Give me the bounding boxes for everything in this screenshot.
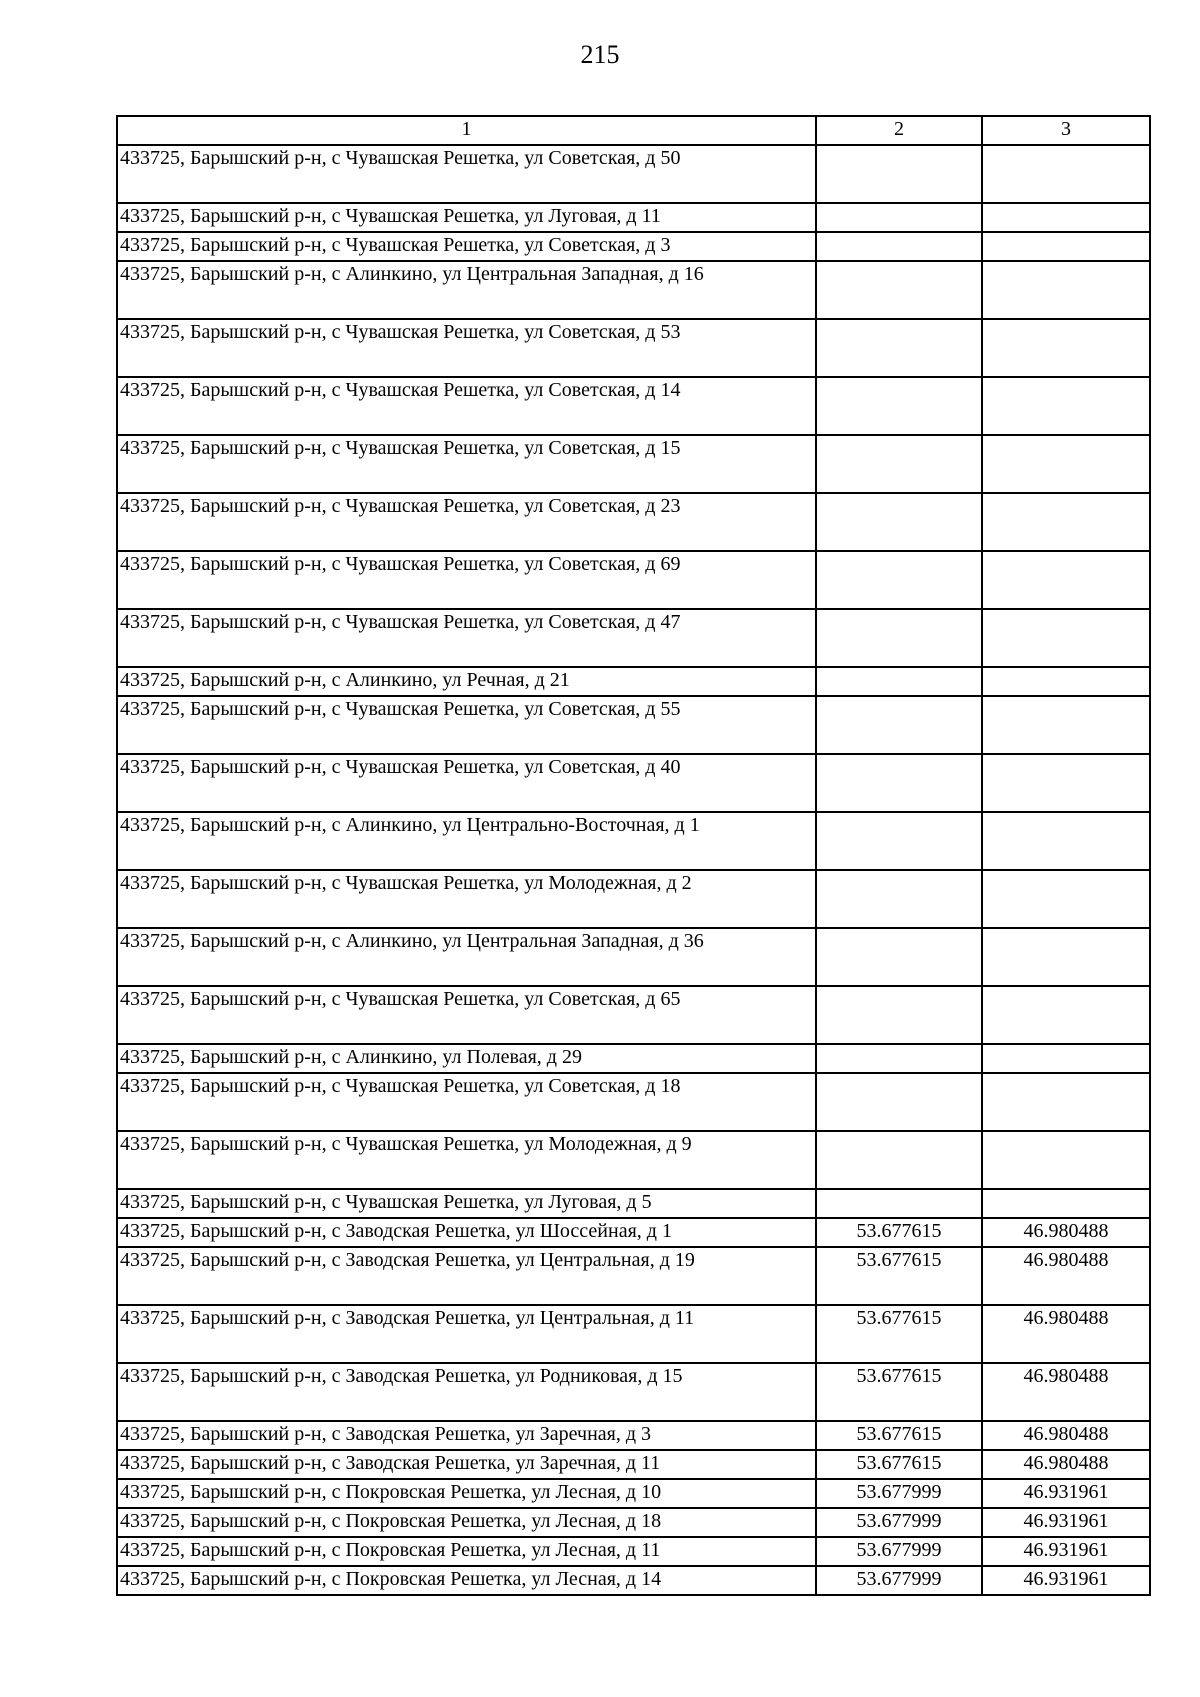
address-cell: 433725, Барышский р-н, с Чувашская Решетка, ул Луговая, д 11	[117, 203, 816, 232]
longitude-cell	[982, 261, 1150, 319]
table-row	[117, 232, 1150, 261]
longitude-cell	[982, 870, 1150, 928]
address-table	[116, 115, 1151, 1596]
table-row	[117, 435, 1150, 493]
latitude-cell: 53.677615	[816, 1421, 982, 1450]
longitude-cell: 46.980488	[982, 1363, 1150, 1421]
latitude-cell	[816, 1073, 982, 1131]
longitude-cell: 46.980488	[982, 1305, 1150, 1363]
table-row	[117, 1305, 1150, 1363]
longitude-cell: 46.931961	[982, 1508, 1150, 1537]
longitude-cell	[982, 203, 1150, 232]
table-row	[117, 261, 1150, 319]
address-cell: 433725, Барышский р-н, с Чувашская Решетка, ул Луговая, д 5	[117, 1189, 816, 1218]
table-row	[117, 377, 1150, 435]
latitude-cell	[816, 319, 982, 377]
latitude-cell: 53.677999	[816, 1479, 982, 1508]
address-cell: 433725, Барышский р-н, с Чувашская Решетка, ул Советская, д 53	[117, 319, 816, 377]
latitude-cell	[816, 667, 982, 696]
address-cell: 433725, Барышский р-н, с Чувашская Решетка, ул Советская, д 23	[117, 493, 816, 551]
table-row	[117, 1537, 1150, 1566]
address-cell: 433725, Барышский р-н, с Чувашская Решетка, ул Советская, д 69	[117, 551, 816, 609]
longitude-cell	[982, 1131, 1150, 1189]
table-row	[117, 1508, 1150, 1537]
address-cell: 433725, Барышский р-н, с Чувашская Решетка, ул Советская, д 15	[117, 435, 816, 493]
address-cell: 433725, Барышский р-н, с Чувашская Решетка, ул Советская, д 3	[117, 232, 816, 261]
table-row	[117, 551, 1150, 609]
longitude-cell: 46.980488	[982, 1421, 1150, 1450]
latitude-cell: 53.677615	[816, 1363, 982, 1421]
table-row	[117, 1450, 1150, 1479]
latitude-cell	[816, 1044, 982, 1073]
latitude-cell	[816, 986, 982, 1044]
address-cell: 433725, Барышский р-н, с Чувашская Решетка, ул Советская, д 14	[117, 377, 816, 435]
address-cell: 433725, Барышский р-н, с Чувашская Решетка, ул Советская, д 18	[117, 1073, 816, 1131]
address-cell: 433725, Барышский р-н, с Чувашская Решетка, ул Советская, д 65	[117, 986, 816, 1044]
longitude-cell	[982, 986, 1150, 1044]
table-row	[117, 667, 1150, 696]
table-row	[117, 145, 1150, 203]
latitude-cell: 53.677999	[816, 1537, 982, 1566]
column-header-1: 1	[117, 116, 816, 145]
latitude-cell	[816, 145, 982, 203]
longitude-cell	[982, 812, 1150, 870]
latitude-cell: 53.677615	[816, 1247, 982, 1305]
longitude-cell	[982, 145, 1150, 203]
column-header-2: 2	[816, 116, 982, 145]
latitude-cell	[816, 435, 982, 493]
longitude-cell: 46.980488	[982, 1218, 1150, 1247]
address-cell: 433725, Барышский р-н, с Алинкино, ул Центральная Западная, д 36	[117, 928, 816, 986]
table-row	[117, 1421, 1150, 1450]
longitude-cell	[982, 1044, 1150, 1073]
longitude-cell	[982, 435, 1150, 493]
longitude-cell	[982, 377, 1150, 435]
latitude-cell	[816, 609, 982, 667]
latitude-cell: 53.677999	[816, 1566, 982, 1595]
table-row	[117, 1189, 1150, 1218]
address-cell: 433725, Барышский р-н, с Алинкино, ул Центральная Западная, д 16	[117, 261, 816, 319]
address-cell: 433725, Барышский р-н, с Заводская Решетка, ул Родниковая, д 15	[117, 1363, 816, 1421]
latitude-cell	[816, 261, 982, 319]
longitude-cell: 46.931961	[982, 1537, 1150, 1566]
table-row	[117, 928, 1150, 986]
latitude-cell: 53.677615	[816, 1218, 982, 1247]
address-cell: 433725, Барышский р-н, с Заводская Решетка, ул Центральная, д 11	[117, 1305, 816, 1363]
longitude-cell	[982, 928, 1150, 986]
address-cell: 433725, Барышский р-н, с Чувашская Решетка, ул Советская, д 40	[117, 754, 816, 812]
table-row	[117, 1247, 1150, 1305]
longitude-cell	[982, 696, 1150, 754]
longitude-cell: 46.980488	[982, 1247, 1150, 1305]
longitude-cell	[982, 232, 1150, 261]
table-header-row	[117, 116, 1150, 145]
longitude-cell	[982, 1189, 1150, 1218]
longitude-cell	[982, 667, 1150, 696]
address-cell: 433725, Барышский р-н, с Чувашская Решетка, ул Советская, д 55	[117, 696, 816, 754]
latitude-cell	[816, 928, 982, 986]
longitude-cell	[982, 609, 1150, 667]
table-row	[117, 493, 1150, 551]
longitude-cell	[982, 754, 1150, 812]
latitude-cell	[816, 812, 982, 870]
address-table-body	[117, 116, 1150, 1595]
table-row	[117, 1566, 1150, 1595]
address-cell: 433725, Барышский р-н, с Покровская Решетка, ул Лесная, д 14	[117, 1566, 816, 1595]
table-row	[117, 1218, 1150, 1247]
latitude-cell	[816, 232, 982, 261]
longitude-cell: 46.980488	[982, 1450, 1150, 1479]
address-cell: 433725, Барышский р-н, с Покровская Решетка, ул Лесная, д 10	[117, 1479, 816, 1508]
table-row	[117, 1479, 1150, 1508]
table-row	[117, 1073, 1150, 1131]
longitude-cell: 46.931961	[982, 1566, 1150, 1595]
address-cell: 433725, Барышский р-н, с Алинкино, ул Речная, д 21	[117, 667, 816, 696]
table-row	[117, 609, 1150, 667]
column-header-3: 3	[982, 116, 1150, 145]
address-cell: 433725, Барышский р-н, с Алинкино, ул Полевая, д 29	[117, 1044, 816, 1073]
address-cell: 433725, Барышский р-н, с Алинкино, ул Центрально-Восточная, д 1	[117, 812, 816, 870]
latitude-cell	[816, 377, 982, 435]
latitude-cell	[816, 551, 982, 609]
table-row	[117, 986, 1150, 1044]
table-row	[117, 319, 1150, 377]
longitude-cell	[982, 493, 1150, 551]
latitude-cell: 53.677999	[816, 1508, 982, 1537]
table-row	[117, 203, 1150, 232]
address-cell: 433725, Барышский р-н, с Покровская Решетка, ул Лесная, д 11	[117, 1537, 816, 1566]
table-row	[117, 696, 1150, 754]
table-row	[117, 1363, 1150, 1421]
longitude-cell: 46.931961	[982, 1479, 1150, 1508]
address-cell: 433725, Барышский р-н, с Покровская Решетка, ул Лесная, д 18	[117, 1508, 816, 1537]
latitude-cell	[816, 203, 982, 232]
latitude-cell	[816, 870, 982, 928]
address-cell: 433725, Барышский р-н, с Заводская Решетка, ул Заречная, д 3	[117, 1421, 816, 1450]
longitude-cell	[982, 1073, 1150, 1131]
address-cell: 433725, Барышский р-н, с Заводская Решетка, ул Центральная, д 19	[117, 1247, 816, 1305]
page-number: 215	[580, 40, 620, 69]
longitude-cell	[982, 319, 1150, 377]
table-row	[117, 754, 1150, 812]
address-cell: 433725, Барышский р-н, с Чувашская Решетка, ул Молодежная, д 2	[117, 870, 816, 928]
address-cell: 433725, Барышский р-н, с Чувашская Решетка, ул Молодежная, д 9	[117, 1131, 816, 1189]
latitude-cell	[816, 1189, 982, 1218]
address-cell: 433725, Барышский р-н, с Чувашская Решетка, ул Советская, д 50	[117, 145, 816, 203]
latitude-cell	[816, 1131, 982, 1189]
latitude-cell: 53.677615	[816, 1450, 982, 1479]
table-row	[117, 870, 1150, 928]
table-row	[117, 1044, 1150, 1073]
latitude-cell: 53.677615	[816, 1305, 982, 1363]
address-cell: 433725, Барышский р-н, с Чувашская Решетка, ул Советская, д 47	[117, 609, 816, 667]
table-row	[117, 1131, 1150, 1189]
latitude-cell	[816, 493, 982, 551]
address-cell: 433725, Барышский р-н, с Заводская Решетка, ул Шоссейная, д 1	[117, 1218, 816, 1247]
address-cell: 433725, Барышский р-н, с Заводская Решетка, ул Заречная, д 11	[117, 1450, 816, 1479]
latitude-cell	[816, 754, 982, 812]
table-row	[117, 812, 1150, 870]
longitude-cell	[982, 551, 1150, 609]
latitude-cell	[816, 696, 982, 754]
